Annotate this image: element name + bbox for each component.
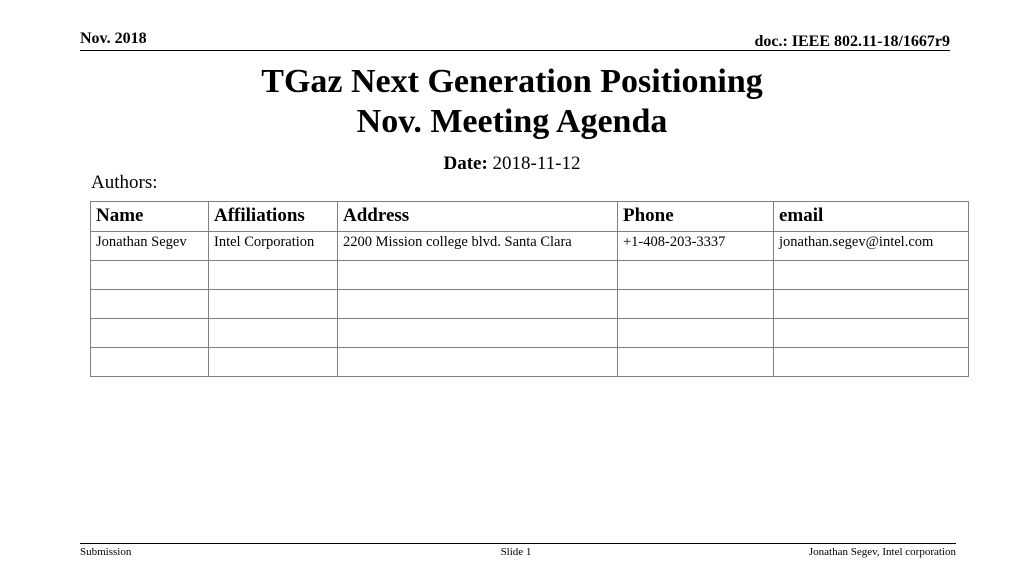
footer-submission: Submission (80, 546, 132, 558)
table-row (91, 348, 969, 377)
cell-name (91, 290, 209, 319)
cell-phone (618, 290, 774, 319)
cell-email (774, 290, 969, 319)
cell-phone (618, 261, 774, 290)
slide-title-line-2: Nov. Meeting Agenda (356, 103, 668, 140)
footer-author: Jonathan Segev, Intel corporation (808, 546, 956, 558)
cell-affiliation (209, 261, 338, 290)
cell-email (774, 261, 969, 290)
footer-slide-number: Slide 1 (500, 546, 532, 558)
column-header-address: Address (338, 202, 618, 232)
column-header-name: Name (91, 202, 209, 232)
authors-table (90, 201, 969, 377)
slide-title (0, 62, 1024, 142)
cell-affiliation: Intel Corporation (209, 232, 338, 261)
cell-address (338, 290, 618, 319)
slide-title-line-1: TGaz Next Generation Positioning (261, 63, 763, 100)
cell-email (774, 319, 969, 348)
table-row (91, 319, 969, 348)
cell-email: jonathan.segev@intel.com (774, 232, 969, 261)
cell-phone (618, 348, 774, 377)
column-header-email: email (774, 202, 969, 232)
cell-affiliation (209, 348, 338, 377)
cell-name (91, 261, 209, 290)
cell-affiliation (209, 290, 338, 319)
cell-phone (618, 319, 774, 348)
column-header-affiliations: Affiliations (209, 202, 338, 232)
cell-address (338, 261, 618, 290)
header-document-id: doc.: IEEE 802.11-18/1667r9 (754, 33, 950, 50)
cell-name (91, 319, 209, 348)
cell-name: Jonathan Segev (91, 232, 209, 261)
header-divider (80, 50, 950, 51)
cell-name (91, 348, 209, 377)
cell-address: 2200 Mission college blvd. Santa Clara (338, 232, 618, 261)
table-row (91, 232, 969, 261)
date-value: 2018-11-12 (487, 153, 581, 174)
table-row (91, 261, 969, 290)
column-header-phone: Phone (618, 202, 774, 232)
cell-email (774, 348, 969, 377)
table-header-row (91, 202, 969, 232)
cell-address (338, 348, 618, 377)
cell-address (338, 319, 618, 348)
authors-label: Authors: (91, 172, 158, 193)
table-row (91, 290, 969, 319)
cell-affiliation (209, 319, 338, 348)
footer-divider (80, 543, 956, 544)
header-date: Nov. 2018 (80, 30, 147, 47)
cell-phone: +1-408-203-3337 (618, 232, 774, 261)
date-label: Date: (443, 153, 488, 174)
